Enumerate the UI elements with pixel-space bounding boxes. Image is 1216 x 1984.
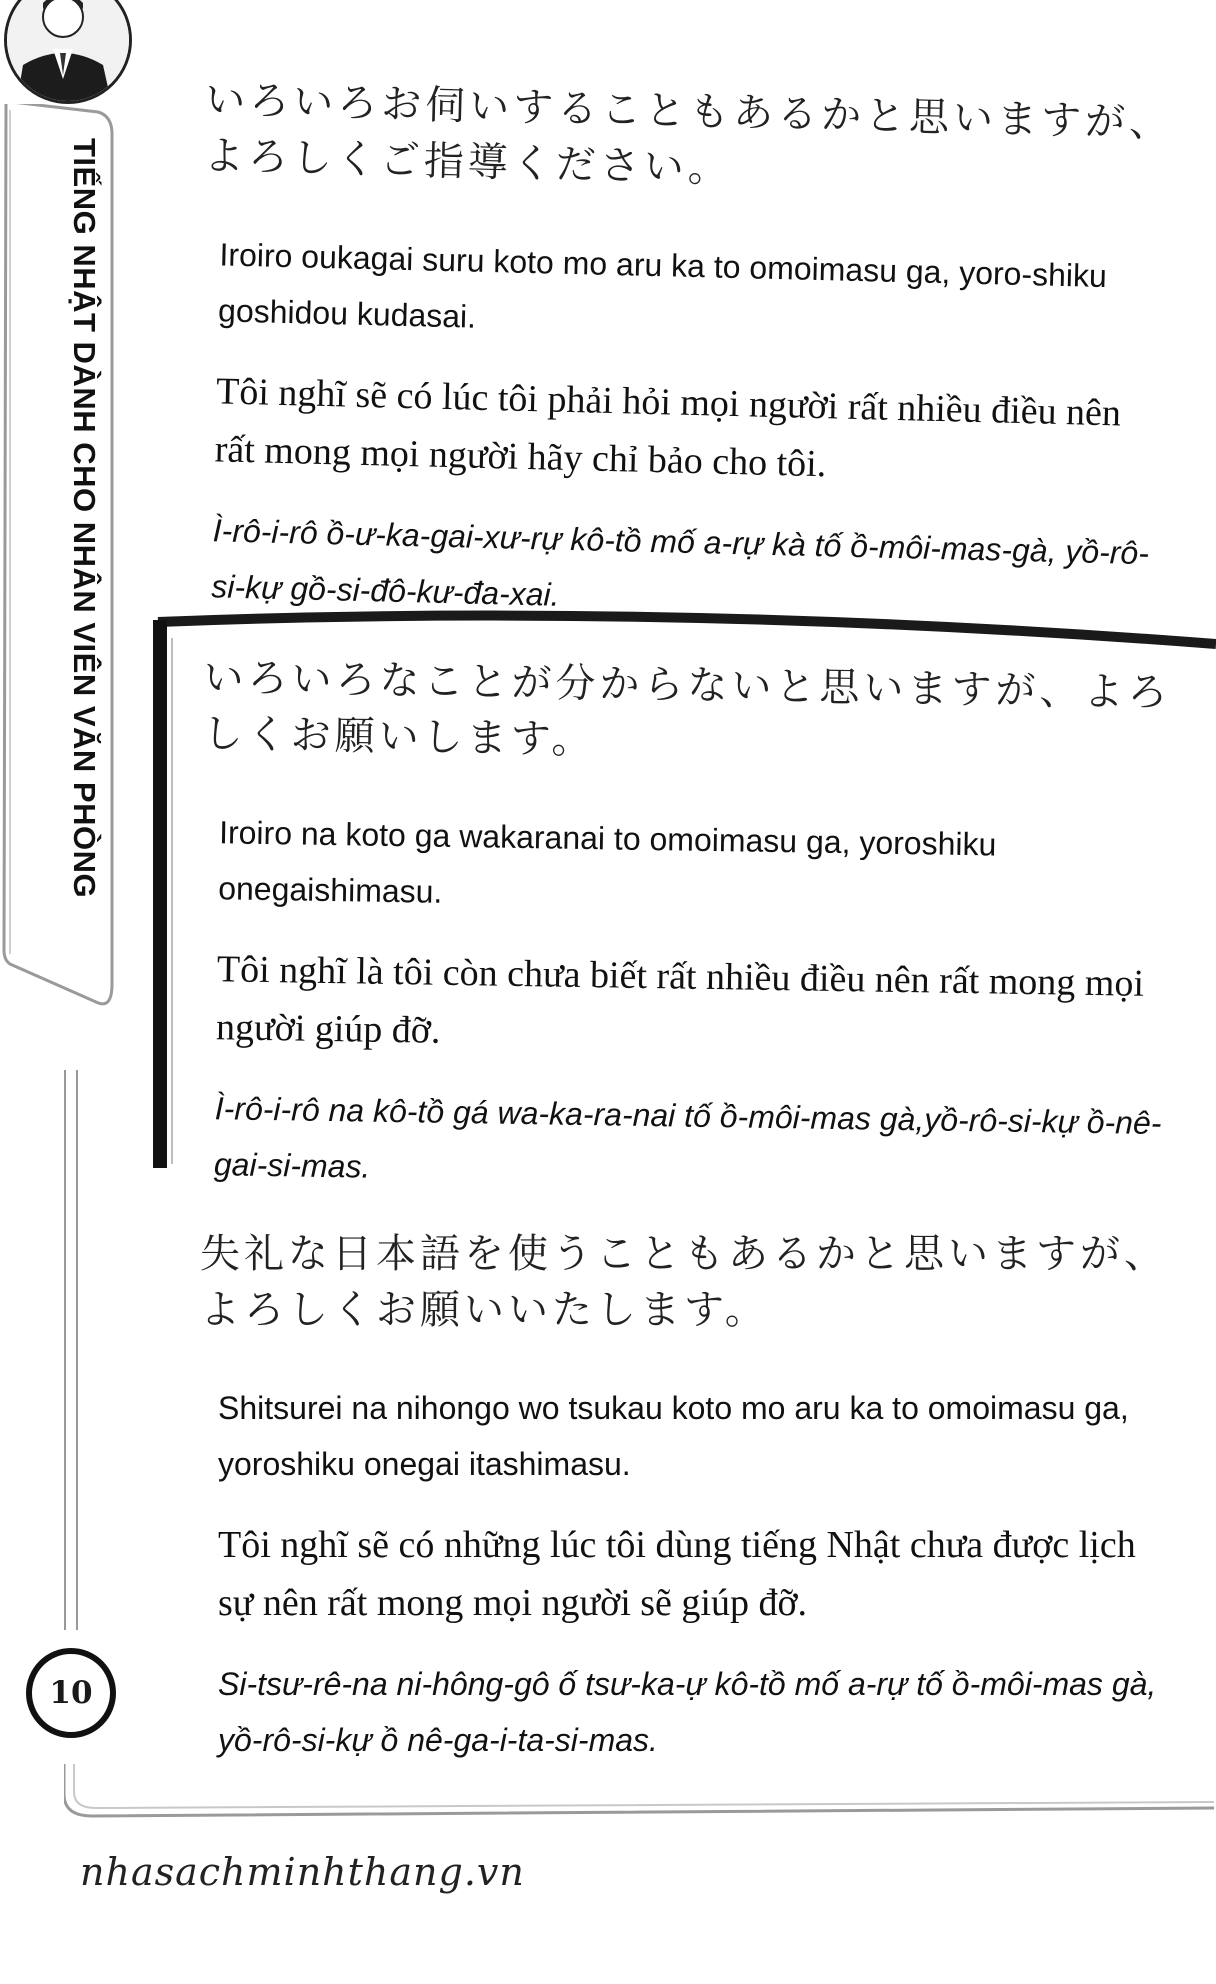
author-avatar — [4, 0, 132, 104]
vietnamese-translation: Tôi nghĩ là tôi còn chưa biết rất nhiều điều nên rất mong mọi người giúp đỡ. — [215, 948, 1145, 1052]
person-illustration — [7, 0, 129, 101]
romaji-transliteration: Iroiro oukagai suru koto mo aru ka to omoimasu ga, yoro-shiku goshidou kudasai. — [217, 236, 1108, 335]
japanese-sentence: いろいろなことが分からないと思いますが、よろしくお願いします。 — [202, 654, 1172, 764]
phrase-block-3 — [200, 1226, 1170, 1768]
page-number: 10 — [26, 1648, 116, 1738]
vietnamese-translation: Tôi nghĩ sẽ có lúc tôi phải hỏi mọi người rất nhiều điều nên rất mong mọi người hãy chỉ bảo cho tôi. — [214, 370, 1122, 486]
vietnamese-pronunciation: Si-tsư-rê-na ni-hông-gô ố tsư-ka-ự kô-tồ mố a-rự tố ồ-môi-mas gà, yồ-rô-si-kự ồ nê-ga-i-ta-si-mas. — [218, 1666, 1157, 1758]
japanese-sentence: 失礼な日本語を使うこともあるかと思いますが、よろしくお願いいたします。 — [200, 1231, 1168, 1333]
chapter-title: TIẾNG NHẬT DÀNH CHO NHÂN VIÊN VĂN PHÒNG — [67, 138, 102, 899]
phrase-block-2 — [195, 650, 1173, 1207]
romaji-transliteration: Shitsurei na nihongo wo tsukau koto mo aru ka to omoimasu ga, yoroshiku onegai itashimasu. — [218, 1390, 1129, 1482]
margin-rule — [64, 1070, 78, 1630]
publisher-website: nhasachminhthang.vn — [80, 1850, 525, 1894]
vietnamese-translation: Tôi nghĩ sẽ có những lúc tôi dùng tiếng Nhật chưa được lịch sự nên rất mong mọi người sẽ giúp đỡ. — [218, 1524, 1136, 1624]
vietnamese-pronunciation: Ì-rô-i-rô na kô-tồ gá wa-ka-ra-nai tố ồ-môi-mas gà,yồ-rô-si-kự ồ-nê-gai-si-mas. — [213, 1090, 1162, 1185]
japanese-sentence: いろいろお伺いすることもあるかと思いますが、よろしくご指導ください。 — [203, 76, 1174, 192]
phrase-block-1 — [193, 72, 1176, 638]
vietnamese-pronunciation: Ì-rô-i-rô ồ-ư-ka-gai-xư-rự kô-tồ mố a-rự kà tố ồ-môi-mas-gà, yồ-rô-si-kự gồ-si-đô-kư-đa-xai. — [210, 512, 1150, 613]
bottom-rule — [64, 1764, 1214, 1824]
romaji-transliteration: Iroiro na koto ga wakaranai to omoimasu ga, yoroshiku onegaishimasu. — [217, 814, 997, 910]
